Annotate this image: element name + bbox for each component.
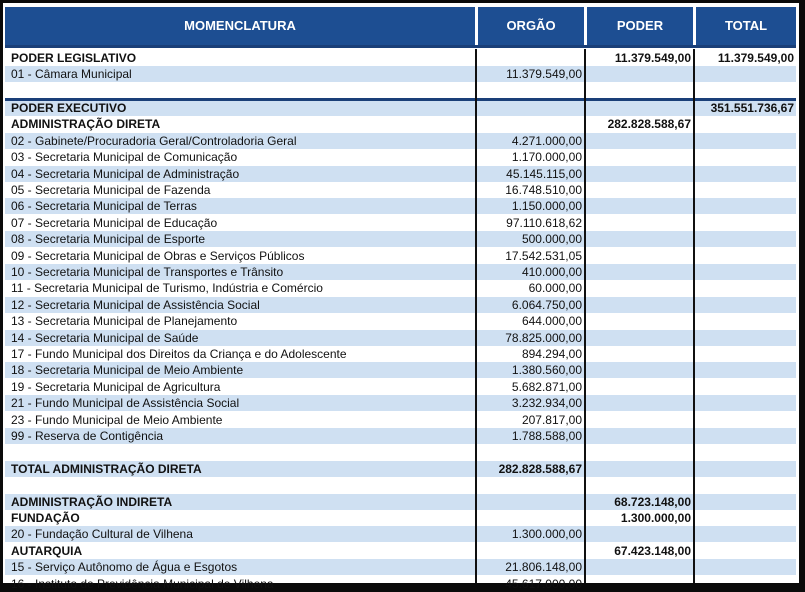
row-name: 01 - Câmara Municipal [11, 67, 132, 82]
row-name: 99 - Reserva de Contigência [11, 429, 164, 443]
row-poder [587, 83, 691, 99]
row-poder [587, 379, 691, 395]
row-total: 11.379.549,00 [717, 51, 794, 65]
row-orgao [478, 100, 582, 116]
row-total [696, 461, 794, 477]
row-total [696, 576, 794, 592]
row-orgao: 207.817,00 [521, 412, 582, 427]
table-row [5, 526, 796, 542]
row-poder: 282.828.588,67 [607, 117, 691, 132]
row-name: 15 - Serviço Autônomo de Água e Esgotos [11, 560, 238, 575]
row-total [696, 264, 794, 280]
row-poder [587, 149, 691, 165]
header-nomenclatura: MOMENCLATURA [5, 7, 475, 45]
row-name: 20 - Fundação Cultural de Vilhena [11, 527, 193, 542]
row-total [696, 543, 794, 559]
row-total [696, 330, 794, 346]
row-poder [587, 182, 691, 198]
row-name: 13 - Secretaria Municipal de Planejamento [11, 314, 238, 329]
row-poder [587, 297, 691, 313]
row-name: 19 - Secretaria Municipal de Agricultura [11, 379, 221, 394]
table-row [5, 346, 796, 362]
row-poder: 11.379.549,00 [614, 51, 691, 65]
table-row [5, 313, 796, 329]
row-name: PODER EXECUTIVO [11, 101, 127, 115]
row-poder: 68.723.148,00 [614, 494, 691, 509]
row-name: 06 - Secretaria Municipal de Terras [11, 199, 197, 214]
row-total [696, 559, 794, 575]
row-poder [587, 166, 691, 182]
row-total [696, 231, 794, 247]
table-row [5, 149, 796, 165]
row-poder [587, 477, 691, 493]
table-row [5, 215, 796, 231]
row-poder [587, 576, 691, 592]
table-row [5, 510, 796, 526]
header-total: TOTAL [696, 7, 796, 45]
section-divider [5, 98, 796, 101]
row-orgao [478, 510, 582, 526]
table-row [5, 444, 796, 460]
row-poder [587, 248, 691, 264]
row-total [696, 83, 794, 99]
row-orgao: 3.232.934,00 [511, 396, 582, 411]
row-total [696, 149, 794, 165]
row-poder [587, 559, 691, 575]
row-orgao: 21.806.148,00 [505, 560, 582, 575]
row-total [696, 477, 794, 493]
row-total [696, 494, 794, 510]
row-poder [587, 444, 691, 460]
row-total [696, 428, 794, 444]
row-orgao: 11.379.549,00 [506, 67, 582, 82]
row-orgao: 45.617.000,00 [505, 576, 582, 591]
table-row [5, 133, 796, 149]
table-row [5, 428, 796, 444]
row-name: 18 - Secretaria Municipal de Meio Ambiente [11, 363, 244, 378]
row-orgao [478, 543, 582, 559]
row-name: 07 - Secretaria Municipal de Educação [11, 215, 218, 230]
row-total [696, 133, 794, 149]
row-orgao: 282.828.588,67 [498, 461, 582, 476]
row-orgao [478, 50, 582, 66]
row-name: 11 - Secretaria Municipal de Turismo, Indústria e Comércio [11, 281, 323, 296]
row-total [696, 379, 794, 395]
row-total [696, 510, 794, 526]
row-orgao [478, 494, 582, 510]
row-poder [587, 526, 691, 542]
row-orgao: 17.542.531,05 [505, 248, 582, 263]
row-total [696, 116, 794, 132]
table-row [5, 559, 796, 575]
table-row [5, 231, 796, 247]
row-total [696, 66, 794, 82]
row-name: 05 - Secretaria Municipal de Fazenda [11, 183, 211, 197]
table-row [5, 297, 796, 313]
row-poder [587, 231, 691, 247]
row-orgao: 410.000,00 [521, 265, 582, 279]
row-poder [587, 133, 691, 149]
row-orgao: 500.000,00 [521, 232, 582, 247]
column-divider [693, 49, 695, 583]
row-poder [587, 313, 691, 329]
column-divider [475, 49, 477, 583]
header-orgao: ORGÃO [478, 7, 584, 45]
row-orgao [478, 83, 582, 99]
header-poder: PODER [587, 7, 693, 45]
row-total [696, 248, 794, 264]
row-poder [587, 100, 691, 116]
row-name: 21 - Fundo Municipal de Assistência Social [11, 396, 240, 411]
row-name: TOTAL ADMINISTRAÇÃO DIRETA [11, 461, 202, 476]
row-name: 02 - Gabinete/Procuradoria Geral/Controladoria Geral [11, 133, 297, 148]
row-name: 04 - Secretaria Municipal de Administração [11, 166, 240, 181]
row-name: 23 - Fundo Municipal de Meio Ambiente [11, 412, 223, 427]
row-total [696, 395, 794, 411]
header-divider [5, 45, 796, 48]
row-orgao: 16.748.510,00 [505, 183, 582, 197]
table-row [5, 379, 796, 395]
table-row [5, 395, 796, 411]
table-row [5, 166, 796, 182]
row-total [696, 346, 794, 362]
row-orgao: 894.294,00 [521, 347, 582, 361]
table-row [5, 198, 796, 214]
row-name: 09 - Secretaria Municipal de Obras e Serviços Públicos [11, 248, 305, 263]
table-row [5, 280, 796, 296]
row-total [696, 297, 794, 313]
table-row [5, 100, 796, 116]
row-orgao [478, 116, 582, 132]
row-name [11, 477, 475, 493]
table-row [5, 543, 796, 559]
row-orgao: 1.788.588,00 [511, 429, 582, 443]
row-total [696, 166, 794, 182]
table-row [5, 461, 796, 477]
row-name: 10 - Secretaria Municipal de Transportes e Trânsito [11, 265, 284, 279]
row-total: 351.551.736,67 [710, 101, 794, 115]
row-orgao: 1.170.000,00 [511, 150, 582, 165]
row-total [696, 444, 794, 460]
row-poder [587, 330, 691, 346]
row-total [696, 412, 794, 428]
row-orgao [478, 477, 582, 493]
row-orgao: 1.150.000,00 [511, 199, 582, 214]
row-total [696, 526, 794, 542]
row-poder [587, 280, 691, 296]
row-name: FUNDAÇÃO [11, 511, 80, 525]
row-orgao: 1.380.560,00 [511, 363, 582, 378]
row-total [696, 313, 794, 329]
table-row [5, 264, 796, 280]
row-name [11, 444, 475, 460]
row-name: 08 - Secretaria Municipal de Esporte [11, 232, 206, 247]
row-poder: 67.423.148,00 [614, 543, 691, 558]
table-row [5, 116, 796, 132]
row-poder [587, 412, 691, 428]
row-poder [587, 264, 691, 280]
row-name: ADMINISTRAÇÃO DIRETA [11, 117, 161, 132]
table-row [5, 494, 796, 510]
row-orgao: 5.682.871,00 [511, 379, 582, 394]
table-row [5, 182, 796, 198]
row-orgao: 644.000,00 [521, 314, 582, 329]
row-name: 03 - Secretaria Municipal de Comunicação [11, 150, 238, 165]
row-name [11, 83, 475, 99]
row-name: AUTARQUIA [11, 543, 83, 558]
row-orgao: 97.110.618,62 [506, 215, 582, 230]
row-poder [587, 395, 691, 411]
row-orgao: 1.300.000,00 [511, 527, 582, 542]
row-poder [587, 198, 691, 214]
table-row [5, 576, 796, 592]
row-orgao: 6.064.750,00 [511, 297, 582, 312]
table-row [5, 477, 796, 493]
row-poder [587, 362, 691, 378]
budget-table [3, 3, 799, 591]
row-name: 17 - Fundo Municipal dos Direitos da Criança e do Adolescente [11, 347, 347, 361]
row-orgao [478, 444, 582, 460]
row-poder: 1.300.000,00 [620, 511, 691, 525]
row-total [696, 198, 794, 214]
table-row [5, 66, 796, 82]
row-poder [587, 215, 691, 231]
row-total [696, 182, 794, 198]
row-total [696, 280, 794, 296]
row-name: PODER LEGISLATIVO [11, 51, 137, 65]
row-orgao: 78.825.000,00 [505, 330, 582, 345]
row-total [696, 362, 794, 378]
table-row [5, 362, 796, 378]
table-row [5, 412, 796, 428]
table-row [5, 248, 796, 264]
row-poder [587, 346, 691, 362]
row-name: 12 - Secretaria Municipal de Assistência Social [11, 297, 260, 312]
row-orgao: 45.145.115,00 [506, 166, 582, 181]
row-poder [587, 461, 691, 477]
row-name: ADMINISTRAÇÃO INDIRETA [11, 494, 173, 509]
row-name: 16 - Instituto de Previdência Municipal de Vilhena [11, 576, 274, 591]
row-orgao: 60.000,00 [528, 281, 582, 296]
table-row [5, 330, 796, 346]
row-poder [587, 66, 691, 82]
row-name: 14 - Secretaria Municipal de Saúde [11, 330, 199, 345]
table-row [5, 50, 796, 66]
row-total [696, 215, 794, 231]
row-orgao: 4.271.000,00 [511, 133, 582, 148]
row-poder [587, 428, 691, 444]
table-row [5, 83, 796, 99]
column-divider [584, 49, 586, 583]
